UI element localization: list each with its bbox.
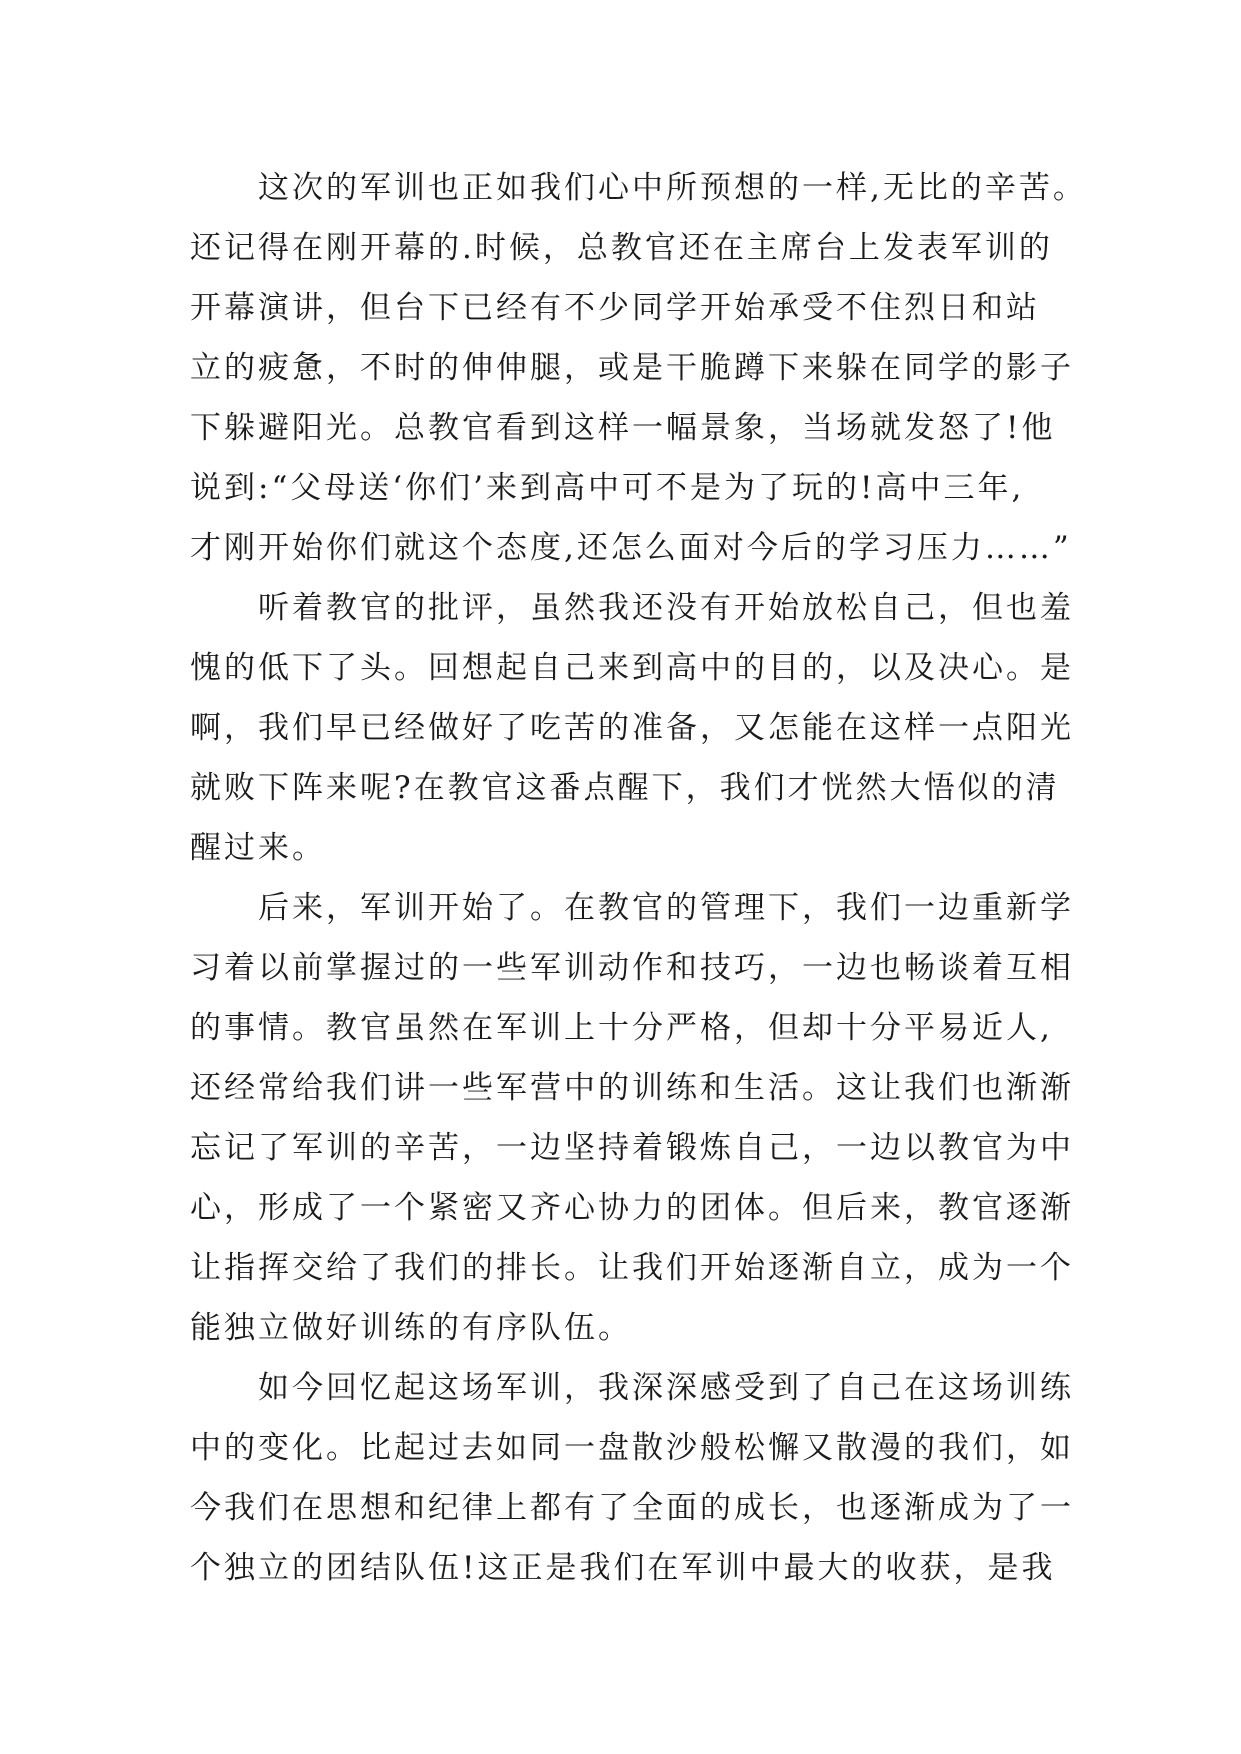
text-line: 醒过来。 <box>190 830 326 866</box>
text-line: 忘记了军训的辛苦，一边坚持着锻炼自己，一边以教官为中 <box>190 1130 1074 1166</box>
paragraph-first-line: 这次的军训也正如我们心中所预想的一样,无比的辛苦。 <box>258 170 1087 206</box>
text-line: 立的疲惫，不时的伸伸腿，或是干脆蹲下来躲在同学的影子 <box>190 350 1074 386</box>
essay-text <box>190 158 1090 1598</box>
text-line: 今我们在思想和纪律上都有了全面的成长，也逐渐成为了一 <box>190 1490 1074 1526</box>
text-line: 中的变化。比起过去如同一盘散沙般松懈又散漫的我们，如 <box>190 1430 1074 1466</box>
text-line: 能独立做好训练的有序队伍。 <box>190 1310 632 1346</box>
text-line: 还记得在刚开幕的.时候，总教官还在主席台上发表军训的 <box>190 230 1053 266</box>
text-line: 说到:“父母送‘你们’来到高中可不是为了玩的!高中三年, <box>190 470 1025 506</box>
text-line: 还经常给我们讲一些军营中的训练和生活。这让我们也渐渐 <box>190 1070 1074 1106</box>
text-line: 开幕演讲，但台下已经有不少同学开始承受不住烈日和站 <box>190 290 1040 326</box>
text-line: 让指挥交给了我们的排长。让我们开始逐渐自立，成为一个 <box>190 1250 1074 1286</box>
text-line: 心，形成了一个紧密又齐心协力的团体。但后来，教官逐渐 <box>190 1190 1074 1226</box>
text-line: 的事情。教官虽然在军训上十分严格，但却十分平易近人, <box>190 1010 1053 1046</box>
paragraph-first-line: 如今回忆起这场军训，我深深感受到了自己在这场训练 <box>258 1370 1074 1406</box>
paragraph-first-line: 后来，军训开始了。在教官的管理下，我们一边重新学 <box>258 890 1074 926</box>
text-line: 个独立的团结队伍!这正是我们在军训中最大的收获，是我 <box>190 1550 1056 1586</box>
text-line: 习着以前掌握过的一些军训动作和技巧，一边也畅谈着互相 <box>190 950 1074 986</box>
paragraph-first-line: 听着教官的批评，虽然我还没有开始放松自己，但也羞 <box>258 590 1074 626</box>
text-line: 啊，我们早已经做好了吃苦的准备，又怎能在这样一点阳光 <box>190 710 1074 746</box>
text-line: 下躲避阳光。总教官看到这样一幅景象，当场就发怒了!他 <box>190 410 1056 446</box>
text-line: 就败下阵来呢?在教官这番点醒下，我们才恍然大悟似的清 <box>190 770 1060 806</box>
text-line: 才刚开始你们就这个态度,还怎么面对今后的学习压力……” <box>190 530 1072 566</box>
text-line: 愧的低下了头。回想起自己来到高中的目的，以及决心。是 <box>190 650 1074 686</box>
